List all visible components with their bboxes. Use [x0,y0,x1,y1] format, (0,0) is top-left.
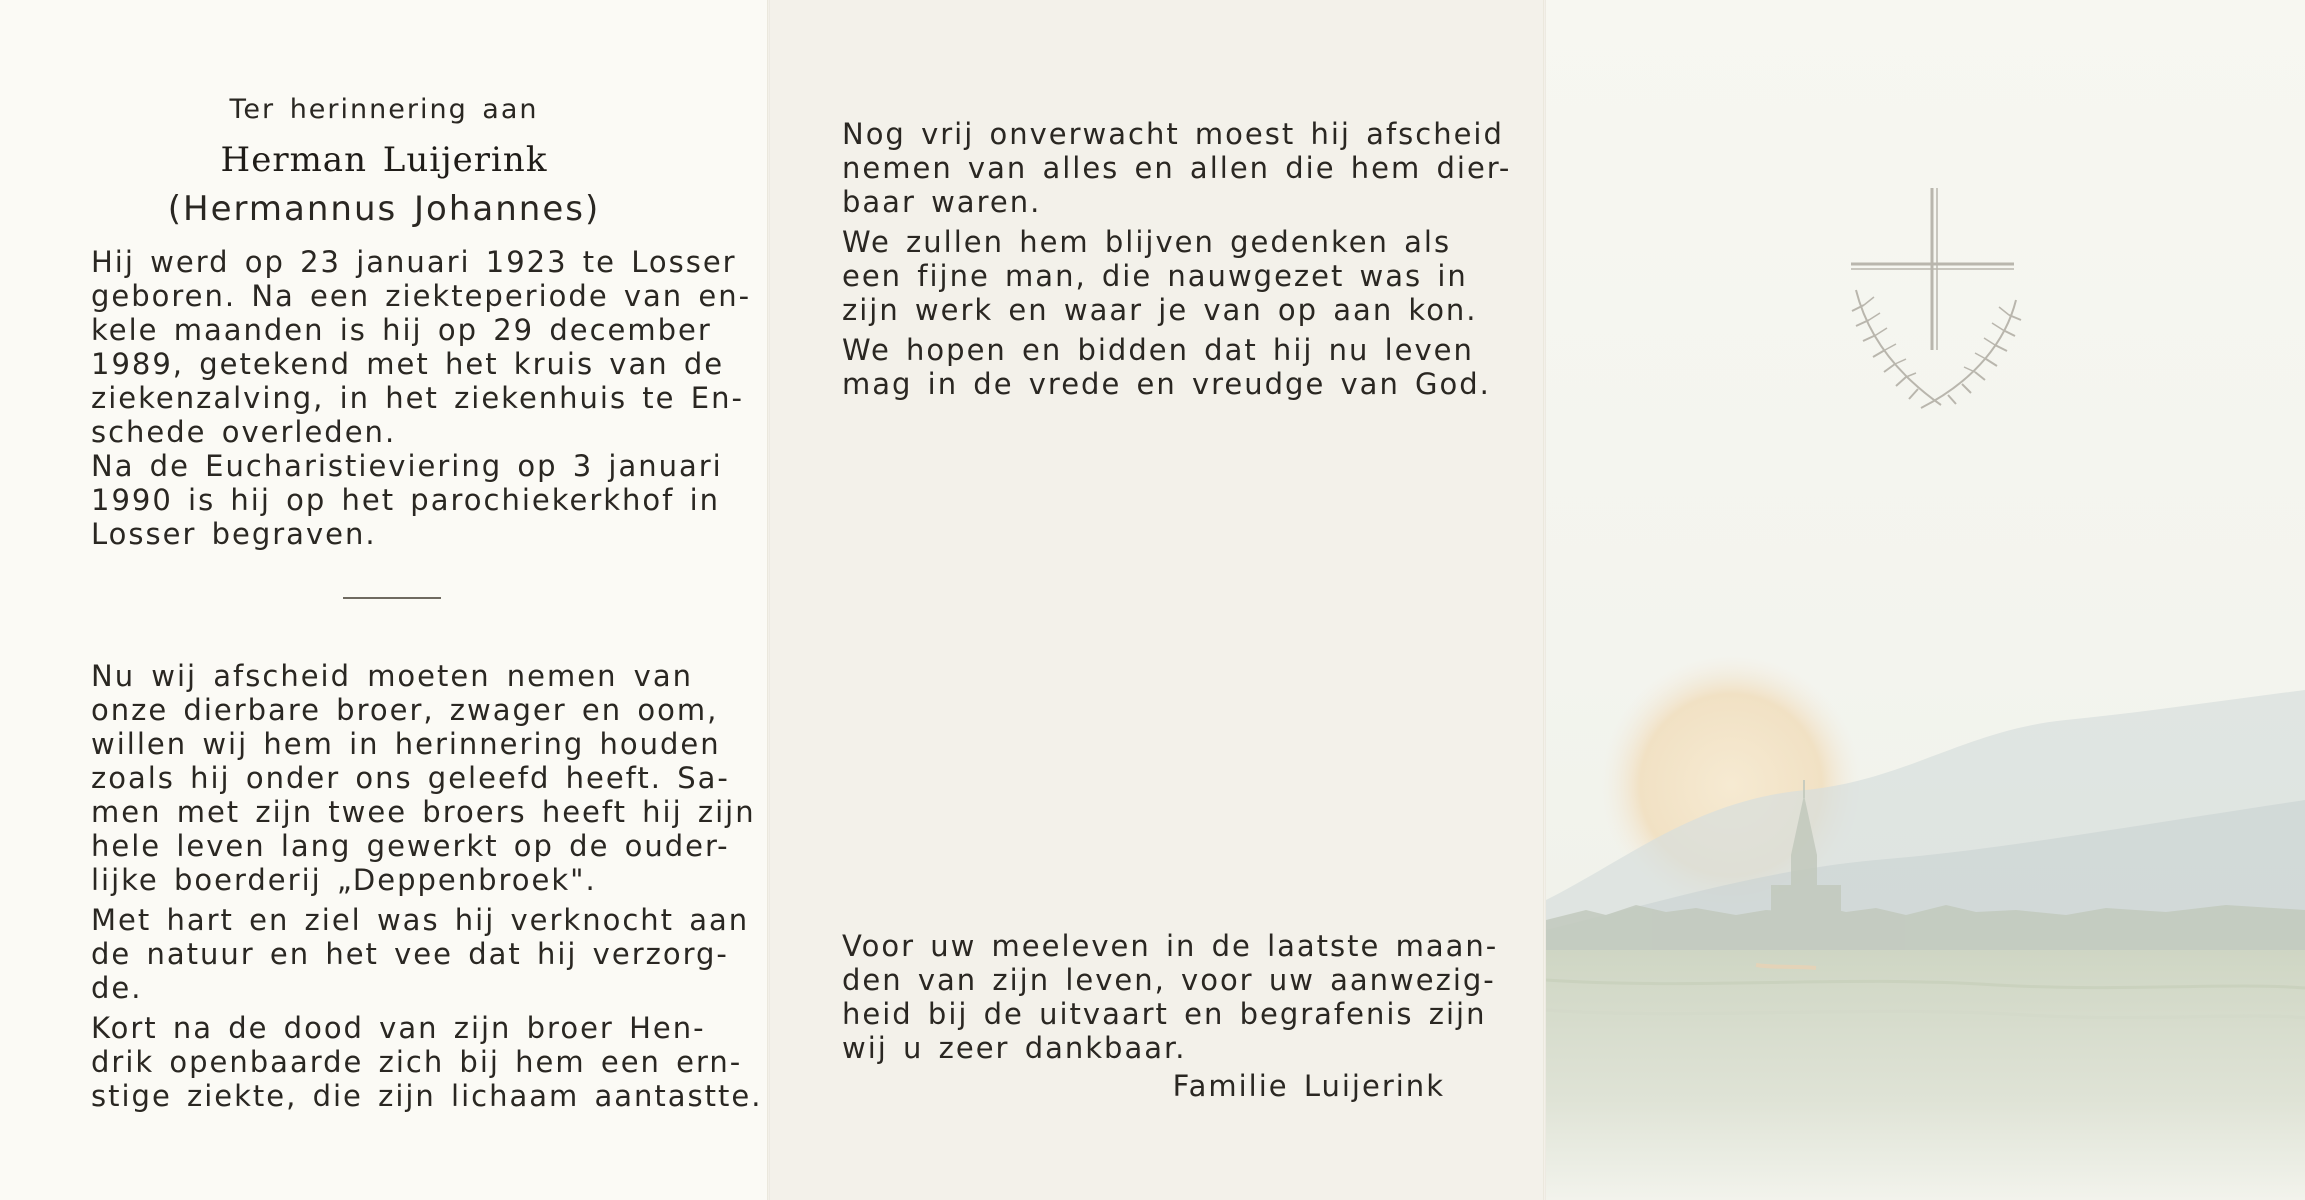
burial-line: Losser begraven. [91,517,377,551]
deceased-name: Herman Luijerink [220,140,548,180]
divider-line [343,597,441,599]
bio-line: kele maanden is hij op 29 december [91,313,712,347]
bio-line: geboren. Na een ziekteperiode van en- [91,279,752,313]
nature-line: de natuur en het vee dat hij verzorg- [91,937,729,971]
landscape-illustration [1546,0,2305,1200]
memory-line: willen wij hem in herinnering houden [91,727,721,761]
memory-line: zoals hij onder ons geleefd heeft. Sa- [91,761,730,795]
burial-line: Na de Eucharistieviering op 3 januari [91,449,723,483]
illness-line: Kort na de dood van zijn broer Hen- [91,1011,706,1045]
farewell-line: nemen van alles en allen die hem dier- [842,151,1512,185]
prayer-line: mag in de vrede en vreudge van God. [842,367,1491,401]
burial-line: 1990 is hij op het parochiekerkhof in [91,483,721,517]
nature-line: Met hart en ziel was hij verknocht aan [91,903,750,937]
bio-line: 1989, getekend met het kruis van de [91,347,725,381]
illness-line: stige ziekte, die zijn lichaam aantastte. [91,1079,763,1113]
fold-line [767,0,770,1200]
remember-line: We zullen hem blijven gedenken als [842,225,1452,259]
remember-line: zijn werk en waar je van op aan kon. [842,293,1478,327]
thanks-line: heid bij de uitvaart en begrafenis zijn [842,997,1487,1031]
thanks-line: Voor uw meeleven in de laatste maan- [842,929,1499,963]
farewell-line: baar waren. [842,185,1042,219]
intro-text: Ter herinnering aan [229,94,539,125]
illness-line: drik openbaarde zich bij hem een ern- [91,1045,743,1079]
prayer-line: We hopen en bidden dat hij nu leven [842,333,1474,367]
bio-line: Hij werd op 23 januari 1923 te Losser [91,245,737,279]
memory-line: onze dierbare broer, zwager en oom, [91,693,719,727]
memory-line: lijke boerderij „Deppenbroek". [91,863,597,897]
deceased-full-name: (Hermannus Johannes) [167,189,601,229]
thanks-line: den van zijn leven, voor uw aanwezig- [842,963,1496,997]
farewell-line: Nog vrij onverwacht moest hij afscheid [842,117,1504,151]
thanks-line: wij u zeer dankbaar. [842,1031,1187,1065]
memory-line: Nu wij afscheid moeten nemen van [91,659,693,693]
bio-line: schede overleden. [91,415,397,449]
bio-line: ziekenzalving, in het ziekenhuis te En- [91,381,744,415]
nature-line: de. [91,971,143,1005]
memory-line: men met zijn twee broers heeft hij zijn [91,795,756,829]
left-panel [0,0,768,1200]
memory-line: hele leven lang gewerkt op de ouder- [91,829,730,863]
remember-line: een fijne man, die nauwgezet was in [842,259,1468,293]
family-signature: Familie Luijerink [1172,1069,1445,1103]
right-panel-illustration [1546,0,2305,1200]
